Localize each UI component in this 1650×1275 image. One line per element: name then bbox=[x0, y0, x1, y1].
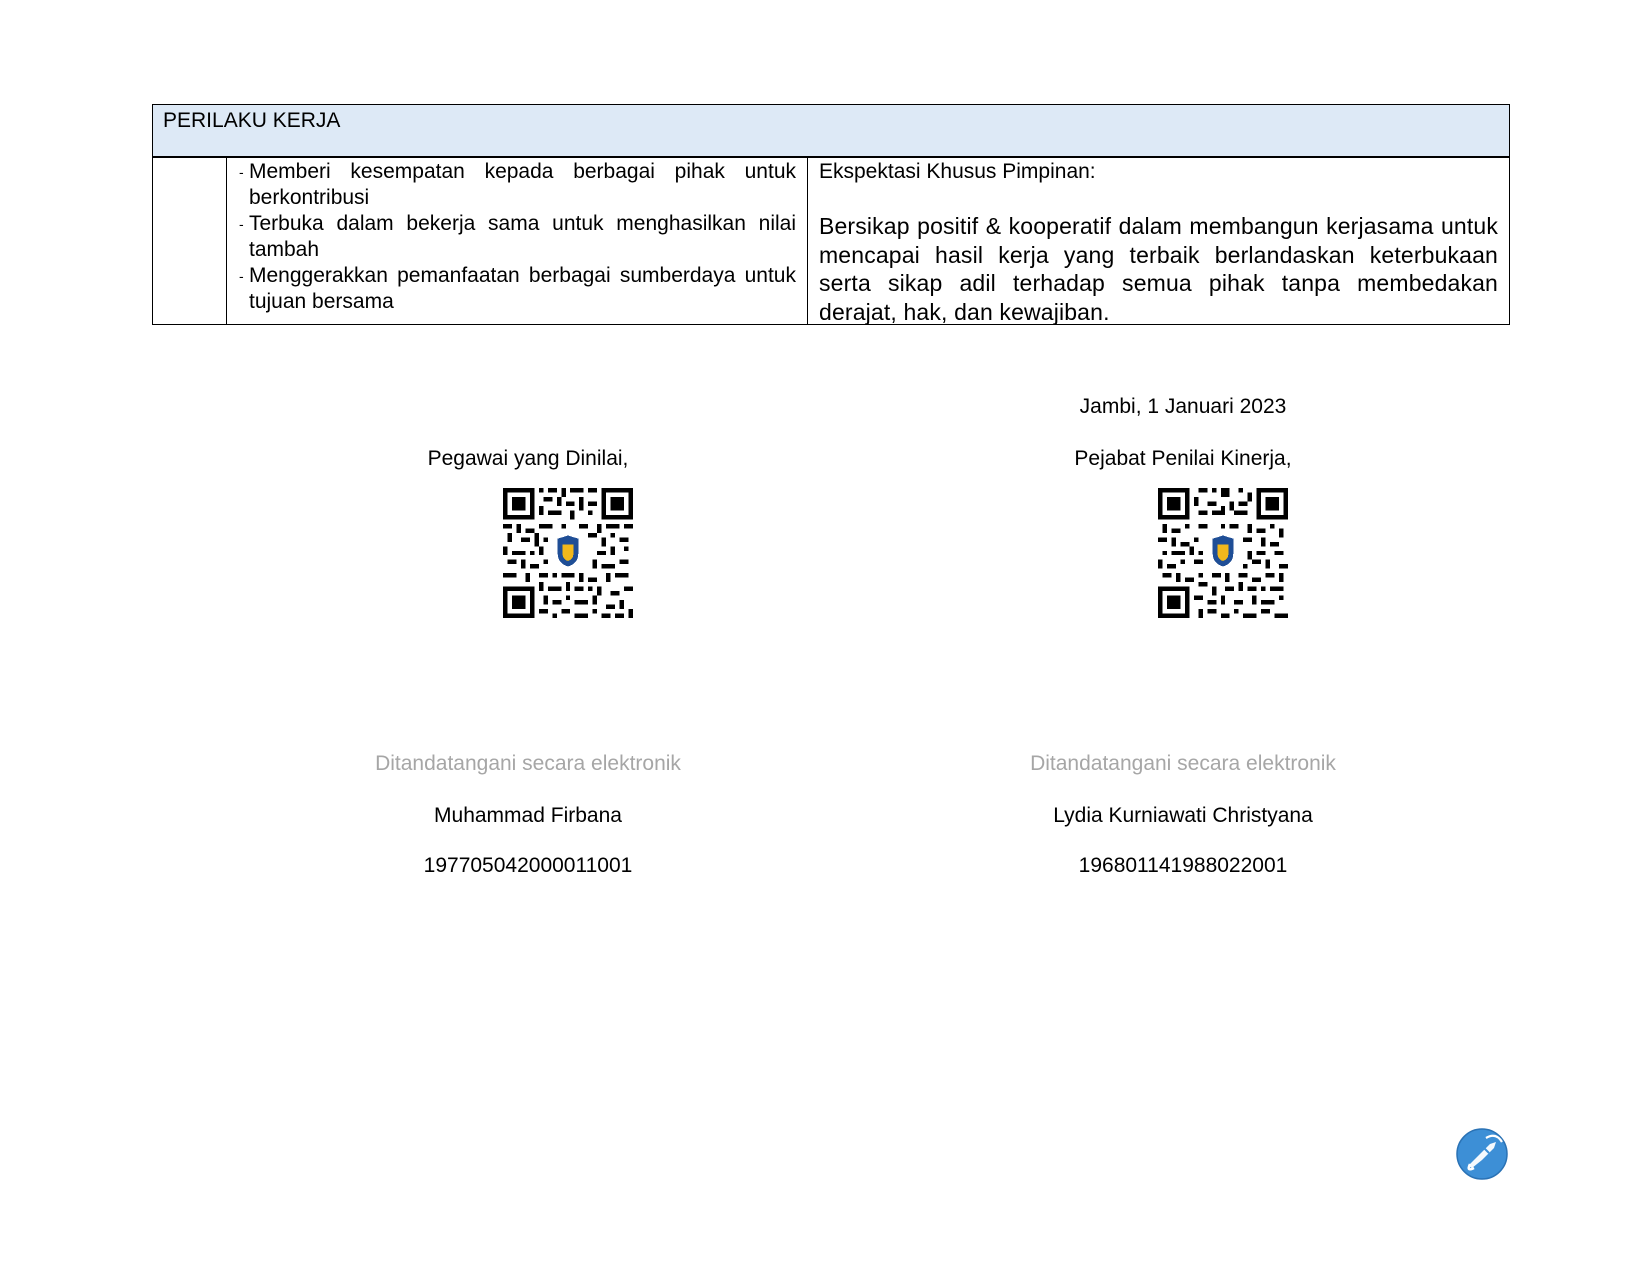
bullet-dash: - bbox=[239, 268, 244, 284]
employee-signed-note: Ditandatangani secara elektronik bbox=[375, 752, 681, 775]
behavior-points-cell bbox=[227, 158, 808, 324]
employee-role: Pegawai yang Dinilai, bbox=[427, 447, 629, 470]
expectation-label: Ekspektasi Khusus Pimpinan: bbox=[819, 160, 1096, 183]
expectation-text: Bersikap positif & kooperatif dalam membangun kerjasama untuk mencapai hasil kerja yang terbaik berlandaskan keterbukaan serta sikap adil terhadap semua pihak tanpa membedakan derajat, hak, dan kewajiban. bbox=[819, 213, 1498, 325]
signature-app-icon bbox=[1456, 1128, 1508, 1180]
behavior-point bbox=[239, 211, 796, 263]
section-title: PERILAKU KERJA bbox=[163, 109, 341, 132]
section-header bbox=[152, 104, 1510, 157]
employee-name: Muhammad Firbana bbox=[434, 804, 622, 827]
place-date: Jambi, 1 Januari 2023 bbox=[1079, 395, 1287, 418]
assessor-name: Lydia Kurniawati Christyana bbox=[1053, 804, 1313, 827]
behavior-point-text: Terbuka dalam bekerja sama untuk menghasilkan nilai tambah bbox=[249, 212, 796, 261]
bullet-dash: - bbox=[239, 216, 244, 232]
qr-code-icon bbox=[1158, 488, 1288, 618]
behavior-point-text: Memberi kesempatan kepada berbagai pihak untuk berkontribusi bbox=[249, 160, 796, 209]
employee-nip: 197705042000011001 bbox=[423, 854, 633, 877]
behavior-point bbox=[239, 159, 796, 211]
behavior-point-text: Menggerakkan pemanfaatan berbagai sumberdaya untuk tujuan bersama bbox=[249, 264, 796, 313]
assessor-nip: 196801141988022001 bbox=[1078, 854, 1288, 877]
expectation-cell bbox=[808, 158, 1509, 324]
number-cell bbox=[153, 158, 227, 324]
behavior-row bbox=[152, 157, 1510, 325]
assessor-signed-note: Ditandatangani secara elektronik bbox=[1030, 752, 1336, 775]
assessor-role: Pejabat Penilai Kinerja, bbox=[1074, 447, 1292, 470]
bullet-dash: - bbox=[239, 164, 244, 180]
behavior-point bbox=[239, 263, 796, 315]
qr-code-icon bbox=[503, 488, 633, 618]
